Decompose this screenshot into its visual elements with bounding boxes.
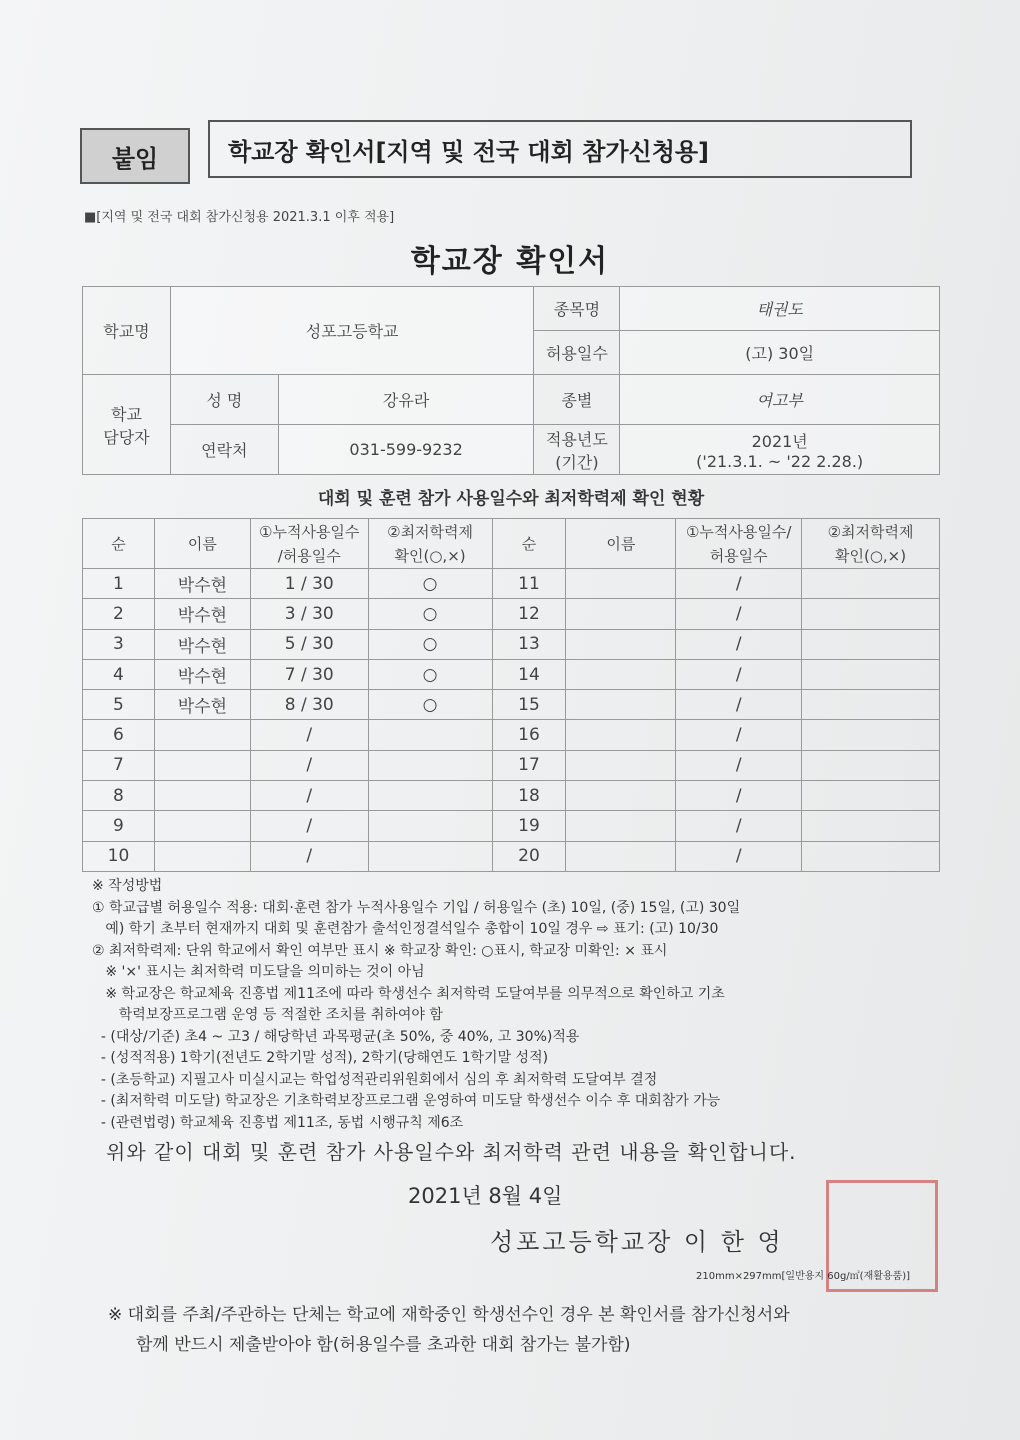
header-days-right-line2: 허용일수 <box>709 546 768 565</box>
row-no-right: 16 <box>492 720 566 750</box>
row-days-right: / <box>676 720 802 750</box>
row-check-right <box>802 659 940 689</box>
issue-date: 2021년 8월 4일 <box>408 1184 563 1208</box>
row-check-right <box>802 841 940 871</box>
header-no: 순 <box>83 519 155 569</box>
table-row <box>83 781 940 811</box>
row-days-right: / <box>676 811 802 841</box>
row-days: / <box>250 720 368 750</box>
row-no-right: 15 <box>492 690 566 720</box>
instruction-line: ※ 작성방법 <box>92 878 163 894</box>
header-days-line1: ①누적사용일수 <box>259 522 360 541</box>
row-days: / <box>250 781 368 811</box>
row-days: / <box>250 841 368 871</box>
row-no: 5 <box>83 690 155 720</box>
row-check-right <box>802 811 940 841</box>
school-name-label: 학교명 <box>83 287 171 375</box>
row-check: ○ <box>368 569 492 599</box>
row-name-right <box>566 690 676 720</box>
usage-table-body <box>83 569 940 872</box>
row-name <box>154 750 250 780</box>
row-name-right <box>566 659 676 689</box>
usage-table <box>82 518 940 872</box>
header-name: 이름 <box>154 519 250 569</box>
row-name-right <box>566 841 676 871</box>
header-days <box>250 519 368 569</box>
row-check: ○ <box>368 629 492 659</box>
submission-note-line1: ※ 대회를 주최/주관하는 단체는 학교에 재학중인 학생선수인 경우 본 확인서를 참가신청서와 <box>108 1305 790 1325</box>
header-days-line2: /허용일수 <box>277 546 341 565</box>
table-row <box>83 841 940 871</box>
confirmation-statement: 위와 같이 대회 및 훈련 참가 사용일수와 최저학력 관련 내용을 확인합니다. <box>106 1140 797 1164</box>
row-check-right <box>802 599 940 629</box>
row-days-right: / <box>676 781 802 811</box>
row-check-right <box>802 569 940 599</box>
row-name <box>154 781 250 811</box>
row-no: 7 <box>83 750 155 780</box>
instruction-line: 예) 학기 초부터 현재까지 대회 및 훈련참가 출석인정결석일수 총합이 10일 경우 ⇨ 표기: (고) 10/30 <box>92 921 719 937</box>
instruction-line: - (최저학력 미도달) 학교장은 기초학력보장프로그램 운영하여 미도달 학생선수 이수 후 대회참가 가능 <box>92 1093 721 1109</box>
row-no: 4 <box>83 659 155 689</box>
header-check-right-line1: ②최저학력제 <box>827 522 914 541</box>
manager-label <box>83 375 171 475</box>
instruction-line: - (대상/기준) 초4 ~ 고3 / 해당학년 과목평균(초 50%, 중 40%, 고 30%)적용 <box>92 1028 580 1045</box>
row-name-right <box>566 629 676 659</box>
row-name <box>154 841 250 871</box>
row-name <box>154 811 250 841</box>
row-name: 박수현 <box>154 659 250 689</box>
header-name-right: 이름 <box>566 519 676 569</box>
row-days: 3 / 30 <box>250 599 368 629</box>
row-no-right: 19 <box>492 811 566 841</box>
sport-label: 종목명 <box>534 287 620 331</box>
row-check: ○ <box>368 659 492 689</box>
row-no: 9 <box>83 811 155 841</box>
row-days: 5 / 30 <box>250 629 368 659</box>
instructions <box>92 876 952 1134</box>
header-check-right-line2: 확인(○,×) <box>834 546 907 565</box>
row-no-right: 12 <box>492 599 566 629</box>
row-check: ○ <box>368 690 492 720</box>
document-header-title: 학교장 확인서[지역 및 전국 대회 참가신청용] <box>208 120 912 178</box>
row-no: 3 <box>83 629 155 659</box>
contact-label: 연락처 <box>170 425 278 475</box>
category-value: 여고부 <box>620 375 940 425</box>
row-check <box>368 781 492 811</box>
row-days: 1 / 30 <box>250 569 368 599</box>
table-row <box>83 629 940 659</box>
page-title: 학교장 확인서 <box>410 244 610 279</box>
row-check <box>368 750 492 780</box>
table-row <box>83 690 940 720</box>
row-check <box>368 811 492 841</box>
applicable-year-label <box>534 425 620 475</box>
row-days-right: / <box>676 690 802 720</box>
manager-label-line2: 담당자 <box>103 427 150 447</box>
applicable-year: 2021년 <box>751 431 808 451</box>
header-days-right-line1: ①누적사용일수/ <box>685 522 792 541</box>
usage-table-header <box>83 519 940 569</box>
row-name: 박수현 <box>154 690 250 720</box>
row-days-right: / <box>676 629 802 659</box>
applicable-period: ('21.3.1. ~ '22 2.28.) <box>696 451 864 471</box>
header-days-right <box>676 519 802 569</box>
applicable-year-label-line1: 적용년도 <box>545 429 608 449</box>
row-name: 박수현 <box>154 629 250 659</box>
row-check <box>368 720 492 750</box>
header-check-line1: ②최저학력제 <box>387 522 474 541</box>
table-row <box>83 811 940 841</box>
instruction-line: ※ '×' 표시는 최저학력 미도달을 의미하는 것이 아님 <box>92 964 425 980</box>
attachment-tag: 붙임 <box>80 128 190 184</box>
category-label: 종별 <box>534 375 620 425</box>
submission-note-line2: 함께 반드시 제출받아야 함(허용일수를 초과한 대회 참가는 불가함) <box>136 1335 631 1355</box>
row-no-right: 18 <box>492 781 566 811</box>
row-check: ○ <box>368 599 492 629</box>
school-name-value: 성포고등학교 <box>170 287 534 375</box>
row-no: 6 <box>83 720 155 750</box>
manager-name-value: 강유라 <box>278 375 534 425</box>
applicability-note: ■[지역 및 전국 대회 참가신청용 2021.3.1 이후 적용] <box>84 210 395 225</box>
instruction-line: 학력보장프로그램 운영 등 적절한 조치를 취하여야 함 <box>92 1007 443 1023</box>
applicable-year-value <box>620 425 940 475</box>
principal-signature: 성포고등학교장 이 한 영 <box>490 1228 784 1256</box>
row-days-right: / <box>676 841 802 871</box>
row-days: 7 / 30 <box>250 659 368 689</box>
applicable-year-label-line2: (기간) <box>555 452 599 472</box>
row-no: 2 <box>83 599 155 629</box>
row-days-right: / <box>676 599 802 629</box>
instruction-line: ② 최저학력제: 단위 학교에서 확인 여부만 표시 ※ 학교장 확인: ○표시, 학교장 미확인: × 표시 <box>92 942 668 959</box>
header-check <box>368 519 492 569</box>
row-no-right: 11 <box>492 569 566 599</box>
row-no: 10 <box>83 841 155 871</box>
sport-value: 태권도 <box>620 287 940 331</box>
table-row <box>83 659 940 689</box>
row-name <box>154 720 250 750</box>
instruction-line: ※ 학교장은 학교체육 진흥법 제11조에 따라 학생선수 최저학력 도달여부를 의무적으로 확인하고 기초 <box>92 985 725 1002</box>
row-days: / <box>250 811 368 841</box>
row-no-right: 17 <box>492 750 566 780</box>
row-days-right: / <box>676 659 802 689</box>
header-check-line2: 확인(○,×) <box>394 546 466 565</box>
allowed-days-value: (고) 30일 <box>620 331 940 375</box>
row-name-right <box>566 720 676 750</box>
header-no-right: 순 <box>492 519 566 569</box>
table-row <box>83 750 940 780</box>
instruction-line: - (초등학교) 지필고사 미실시교는 학업성적관리위원회에서 심의 후 최저학력 도달여부 결정 <box>92 1071 658 1088</box>
row-no: 1 <box>83 569 155 599</box>
row-no-right: 13 <box>492 629 566 659</box>
manager-label-line1: 학교 <box>110 404 142 424</box>
header-check-right <box>802 519 940 569</box>
allowed-days-label: 허용일수 <box>534 331 620 375</box>
row-name: 박수현 <box>154 569 250 599</box>
school-info-table <box>82 286 940 475</box>
row-name-right <box>566 569 676 599</box>
usage-section-title: 대회 및 훈련 참가 사용일수와 최저학력제 확인 현황 <box>317 489 705 509</box>
row-name-right <box>566 750 676 780</box>
table-row <box>83 569 940 599</box>
instruction-line: - (관련법령) 학교체육 진흥법 제11조, 동법 시행규칙 제6조 <box>92 1114 464 1131</box>
instruction-line: ① 학교급별 허용일수 적용: 대회·훈련 참가 누적사용일수 기입 / 허용일수 (초) 10일, (중) 15일, (고) 30일 <box>92 899 741 916</box>
table-row <box>83 599 940 629</box>
row-days-right: / <box>676 569 802 599</box>
submission-note <box>108 1300 790 1360</box>
row-check <box>368 841 492 871</box>
manager-name-label: 성 명 <box>170 375 278 425</box>
row-days-right: / <box>676 750 802 780</box>
row-days: / <box>250 750 368 780</box>
contact-value: 031-599-9232 <box>278 425 534 475</box>
table-row <box>83 720 940 750</box>
row-days: 8 / 30 <box>250 690 368 720</box>
row-name-right <box>566 599 676 629</box>
row-check-right <box>802 720 940 750</box>
row-no: 8 <box>83 781 155 811</box>
row-name-right <box>566 781 676 811</box>
row-check-right <box>802 690 940 720</box>
row-no-right: 20 <box>492 841 566 871</box>
paper-spec: 210mm×297mm[일반용지 60g/㎡(재활용품)] <box>696 1271 911 1282</box>
instruction-line: - (성적적용) 1학기(전년도 2학기말 성적), 2학기(당해연도 1학기말 성적) <box>92 1050 549 1066</box>
row-check-right <box>802 781 940 811</box>
row-check-right <box>802 750 940 780</box>
row-name: 박수현 <box>154 599 250 629</box>
row-no-right: 14 <box>492 659 566 689</box>
row-name-right <box>566 811 676 841</box>
row-check-right <box>802 629 940 659</box>
